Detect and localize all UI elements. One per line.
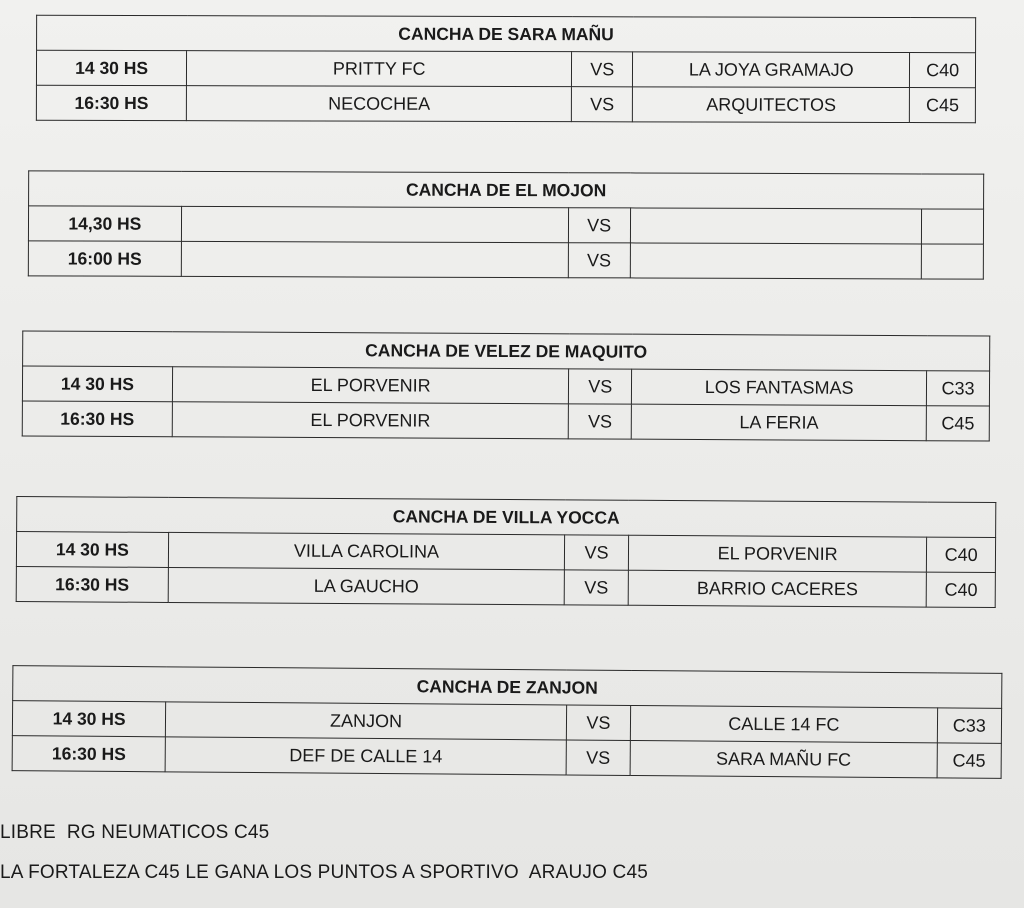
match-row [12, 736, 1001, 779]
home-team: VILLA CAROLINA [168, 532, 565, 569]
venue-title: CANCHA DE EL MOJON [29, 171, 984, 209]
match-time: 14 30 HS [12, 701, 166, 737]
fixture-table [36, 15, 976, 123]
category: C40 [927, 572, 996, 607]
venue-title: CANCHA DE ZANJON [13, 666, 1002, 709]
match-time: 14,30 HS [28, 206, 181, 242]
away-team: LA FERIA [631, 404, 926, 441]
away-team: LA JOYA GRAMAJO [633, 52, 910, 88]
home-team: PRITTY FC [187, 51, 572, 87]
match-row [16, 532, 995, 573]
home-team: LA GAUCHO [168, 567, 565, 604]
note-points-ruling: LA FORTALEZA C45 LE GANA LOS PUNTOS A SPORTIVO ARAUJO C45 [0, 862, 648, 883]
match-time: 14 30 HS [36, 50, 186, 85]
category: C45 [910, 88, 976, 123]
vs-label: VS [568, 243, 630, 278]
away-team: ARQUITECTOS [633, 87, 910, 123]
match-row [36, 85, 975, 122]
match-time: 16:00 HS [28, 241, 181, 277]
vs-label: VS [566, 705, 631, 741]
vs-label: VS [565, 535, 629, 570]
home-team: NECOCHEA [187, 86, 572, 122]
home-team: ZANJON [166, 702, 567, 740]
away-team [630, 243, 921, 279]
vs-label: VS [569, 404, 632, 439]
category: C45 [937, 743, 1002, 779]
vs-label: VS [564, 570, 628, 605]
home-team: DEF DE CALLE 14 [165, 737, 566, 775]
vs-label: VS [572, 52, 633, 87]
away-team: EL PORVENIR [628, 535, 927, 572]
home-team: EL PORVENIR [172, 367, 569, 404]
home-team: EL PORVENIR [172, 402, 569, 439]
match-row [28, 206, 983, 244]
match-row [36, 50, 975, 87]
category [921, 209, 983, 244]
fixture-block-el-mojon [28, 170, 984, 279]
match-row [28, 241, 983, 279]
away-team: CALLE 14 FC [630, 705, 937, 742]
match-row [22, 401, 989, 441]
venue-title: CANCHA DE SARA MAÑU [37, 15, 976, 52]
vs-label: VS [568, 208, 630, 243]
fixture-table [28, 170, 984, 279]
category: C40 [910, 53, 976, 88]
match-time: 16:30 HS [36, 85, 186, 120]
match-time: 16:30 HS [22, 401, 172, 437]
vs-label: VS [572, 87, 633, 122]
match-time: 14 30 HS [22, 366, 172, 402]
fixture-block-velez-de-maquito [22, 330, 991, 441]
match-time: 16:30 HS [16, 567, 168, 603]
fixture-table [12, 665, 1003, 779]
match-time: 16:30 HS [12, 736, 166, 772]
fixture-block-sara-manu [36, 15, 976, 123]
away-team: LOS FANTASMAS [632, 369, 927, 406]
vs-label: VS [566, 740, 631, 776]
match-time: 14 30 HS [16, 532, 168, 568]
vs-label: VS [569, 369, 632, 404]
category: C45 [926, 406, 989, 441]
category: C40 [927, 537, 996, 572]
home-team [181, 241, 568, 277]
note-libre: LIBRE RG NEUMATICOS C45 [0, 822, 270, 843]
venue-title: CANCHA DE VELEZ DE MAQUITO [23, 331, 990, 371]
fixture-block-villa-yocca [16, 496, 997, 608]
fixture-table [22, 330, 991, 441]
match-row [16, 567, 995, 608]
match-row [22, 366, 989, 406]
category: C33 [937, 708, 1002, 744]
away-team: BARRIO CACERES [628, 570, 927, 607]
fixture-table [16, 496, 997, 608]
category [921, 244, 983, 279]
home-team [181, 206, 568, 242]
venue-title: CANCHA DE VILLA YOCCA [17, 497, 996, 538]
fixture-block-zanjon [12, 665, 1003, 779]
away-team [630, 208, 921, 244]
category: C33 [927, 371, 990, 406]
away-team: SARA MAÑU FC [630, 740, 937, 777]
